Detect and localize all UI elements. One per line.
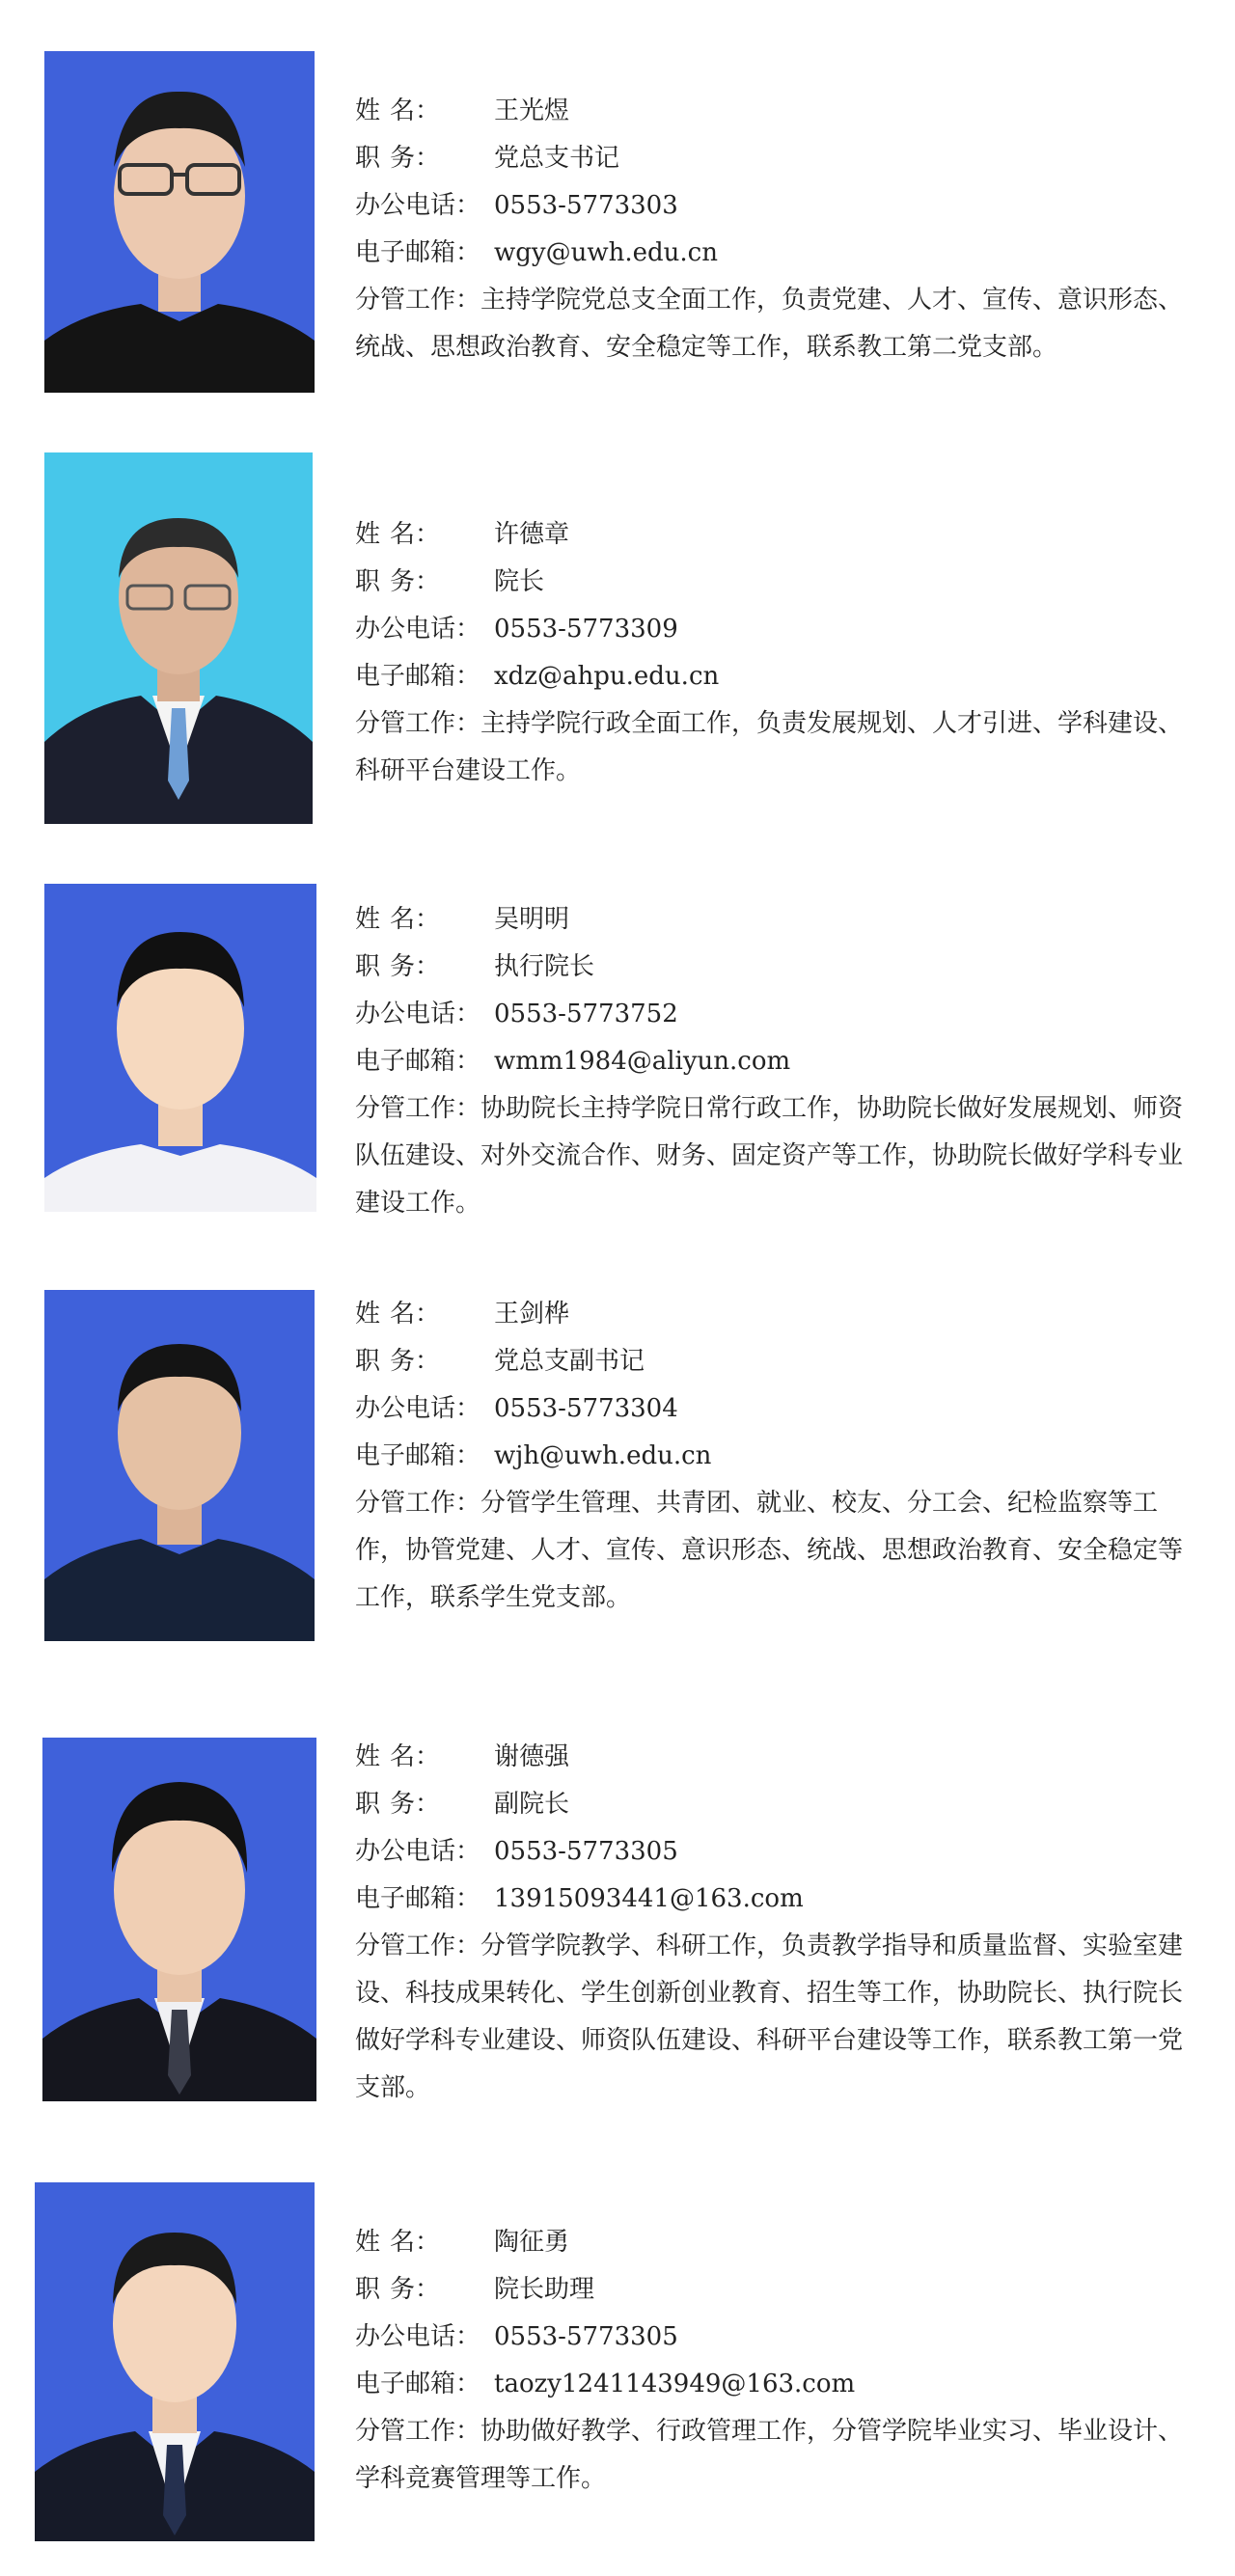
phone-row (355, 2314, 1185, 2361)
profile-info (355, 1291, 1185, 1622)
duties-row (355, 2408, 1185, 2503)
email-address: wgy@uwh.edu.cn (494, 238, 718, 267)
phone-number: 0553-5773305 (494, 2322, 678, 2351)
email-row (355, 1433, 1185, 1480)
name-row (355, 511, 1185, 559)
name-row (355, 1291, 1185, 1338)
name-label: 姓 名： (355, 520, 440, 549)
phone-row (355, 1828, 1185, 1876)
name-label: 姓 名： (355, 1742, 440, 1771)
title-label: 职 务： (355, 1790, 440, 1819)
profile-info (355, 896, 1185, 1227)
phone-label: 办公电话： (355, 191, 481, 220)
email-address: xdz@ahpu.edu.cn (494, 662, 720, 691)
duties-label: 分管工作： (355, 1094, 481, 1123)
title-row (355, 559, 1185, 606)
name-label: 姓 名： (355, 905, 440, 934)
person-title: 党总支书记 (494, 144, 620, 173)
duties-text: 协助院长主持学院日常行政工作，协助院长做好发展规划、师资队伍建设、对外交流合作、财务、固定资产等工作，协助院长做好学科专业建设工作。 (355, 1094, 1184, 1218)
duties-row (355, 700, 1185, 795)
phone-row (355, 1385, 1185, 1433)
phone-number: 0553-5773304 (494, 1394, 678, 1423)
phone-label: 办公电话： (355, 1837, 481, 1866)
portrait-photo (44, 51, 315, 393)
person-title: 党总支副书记 (494, 1347, 645, 1376)
phone-number: 0553-5773305 (494, 1837, 678, 1866)
name-label: 姓 名： (355, 1300, 440, 1329)
profile-info (355, 88, 1185, 371)
duties-text: 主持学院行政全面工作，负责发展规划、人才引进、学科建设、科研平台建设工作。 (355, 709, 1184, 785)
person-name: 许德章 (494, 520, 570, 549)
duties-text: 主持学院党总支全面工作，负责党建、人才、宣传、意识形态、统战、思想政治教育、安全稳定等工作，联系教工第二党支部。 (355, 286, 1184, 362)
person-name: 陶征勇 (494, 2228, 570, 2257)
duties-row (355, 1923, 1185, 2112)
email-row (355, 1038, 1185, 1085)
duties-row (355, 277, 1185, 371)
title-label: 职 务： (355, 567, 440, 596)
phone-label: 办公电话： (355, 2322, 481, 2351)
profile-info (355, 511, 1185, 795)
title-row (355, 944, 1185, 991)
duties-label: 分管工作： (355, 709, 481, 738)
email-label: 电子邮箱： (355, 238, 481, 267)
name-row (355, 88, 1185, 135)
duties-label: 分管工作： (355, 2417, 481, 2446)
title-row (355, 135, 1185, 182)
email-row (355, 2361, 1185, 2408)
person-name: 王光煜 (494, 96, 570, 125)
phone-number: 0553-5773303 (494, 191, 678, 220)
duties-label: 分管工作： (355, 286, 481, 315)
title-label: 职 务： (355, 2275, 440, 2304)
title-row (355, 1338, 1185, 1385)
email-row (355, 653, 1185, 700)
person-title: 副院长 (494, 1790, 570, 1819)
duties-text: 分管学生管理、共青团、就业、校友、分工会、纪检监察等工作，协管党建、人才、宣传、意识形态、统战、思想政治教育、安全稳定等工作，联系学生党支部。 (355, 1489, 1184, 1612)
duties-label: 分管工作： (355, 1932, 481, 1960)
person-title: 院长助理 (494, 2275, 595, 2304)
person-name: 吴明明 (494, 905, 570, 934)
portrait-photo (44, 884, 316, 1212)
title-row (355, 2266, 1185, 2314)
phone-number: 0553-5773752 (494, 1000, 678, 1028)
portrait-photo (44, 452, 313, 824)
phone-number: 0553-5773309 (494, 615, 678, 644)
phone-label: 办公电话： (355, 615, 481, 644)
portrait-photo (35, 2182, 315, 2541)
portrait-photo (42, 1738, 316, 2101)
person-title: 执行院长 (494, 952, 595, 981)
title-row (355, 1781, 1185, 1828)
email-address: wjh@uwh.edu.cn (494, 1441, 712, 1470)
email-address: taozy1241143949@163.com (494, 2370, 856, 2398)
email-row (355, 1876, 1185, 1923)
title-label: 职 务： (355, 1347, 440, 1376)
duties-text: 协助做好教学、行政管理工作，分管学院毕业实习、毕业设计、学科竞赛管理等工作。 (355, 2417, 1184, 2493)
email-label: 电子邮箱： (355, 1441, 481, 1470)
phone-row (355, 606, 1185, 653)
email-address: 13915093441@163.com (494, 1884, 804, 1913)
phone-row (355, 182, 1185, 230)
duties-row (355, 1085, 1185, 1227)
name-row (355, 2219, 1185, 2266)
phone-row (355, 991, 1185, 1038)
person-name: 王剑桦 (494, 1300, 570, 1329)
email-label: 电子邮箱： (355, 2370, 481, 2398)
profile-info (355, 2219, 1185, 2503)
name-row (355, 896, 1185, 944)
title-label: 职 务： (355, 952, 440, 981)
duties-row (355, 1480, 1185, 1622)
person-title: 院长 (494, 567, 545, 596)
phone-label: 办公电话： (355, 1000, 481, 1028)
email-label: 电子邮箱： (355, 662, 481, 691)
email-label: 电子邮箱： (355, 1884, 481, 1913)
email-row (355, 230, 1185, 277)
duties-label: 分管工作： (355, 1489, 481, 1518)
email-address: wmm1984@aliyun.com (494, 1047, 791, 1076)
title-label: 职 务： (355, 144, 440, 173)
name-row (355, 1734, 1185, 1781)
name-label: 姓 名： (355, 2228, 440, 2257)
phone-label: 办公电话： (355, 1394, 481, 1423)
name-label: 姓 名： (355, 96, 440, 125)
email-label: 电子邮箱： (355, 1047, 481, 1076)
person-name: 谢德强 (494, 1742, 570, 1771)
portrait-photo (44, 1290, 315, 1641)
duties-text: 分管学院教学、科研工作，负责教学指导和质量监督、实验室建设、科技成果转化、学生创新创业教育、招生等工作，协助院长、执行院长做好学科专业建设、师资队伍建设、科研平台建设等工作，联系教工第一党支部。 (355, 1932, 1184, 2102)
profile-info (355, 1734, 1185, 2112)
